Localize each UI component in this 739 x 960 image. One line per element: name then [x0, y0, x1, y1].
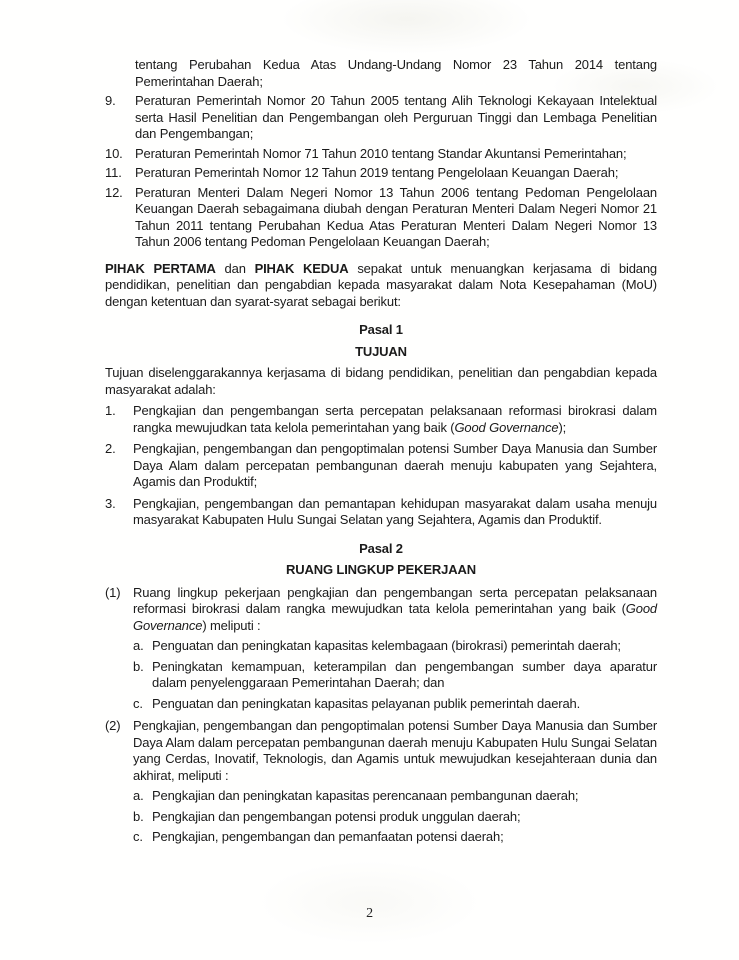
list-text: Pengkajian, pengembangan dan pemantapan kehidupan masyarakat dalam usaha menuju masyarakat Kabupaten Hulu Sungai Selatan yang Sejahtera, Agamis dan Produktif. [133, 495, 657, 527]
document-content [105, 57, 657, 846]
list-text: Peraturan Pemerintah Nomor 12 Tahun 2019 tentang Pengelolaan Keuangan Daerah; [135, 165, 619, 180]
agreement-intro-text: sepakat untuk menuangkan kerjasama di bidang pendidikan, penelitian dan pengabdian kepada masyarakat dalam Nota Kesepahaman (MoU) dengan ketentuan dan syarat-syarat sebagai berikut: [105, 260, 658, 309]
clause-number: (2) [105, 718, 121, 733]
pasal-2-heading: Pasal 2 [359, 540, 403, 556]
pasal-1-item-3 [105, 496, 657, 529]
list-number: 3. [105, 495, 116, 511]
pasal-1-item-2 [105, 441, 657, 491]
subitem-text: Pengkajian, pengembangan dan pemanfaatan potensi daerah; [152, 829, 504, 844]
clause-text: Pengkajian, pengembangan dan pengoptimalan potensi Sumber Daya Manusia dan Sumber Daya Alam dalam percepatan pembangunan daerah menuju Kabupaten Hulu Sungai Selatan yang Cerdas, Inovatif, Teknologis, dan Agamis untuk mewujudkan kesejahteraan dunia dan akhirat, meliputi : [133, 718, 657, 783]
pasal-2-clause-1 [105, 585, 657, 635]
list-text: Peraturan Pemerintah Nomor 71 Tahun 2010 tentang Standar Akuntansi Pemerintahan; [135, 145, 627, 161]
subitem-letter: a. [133, 788, 144, 803]
list-number: 12. [105, 184, 123, 200]
text-segment: ) meliputi : [202, 617, 261, 633]
list-text: Peraturan Menteri Dalam Negeri Nomor 13 Tahun 2006 tentang Pedoman Pengelolaan Keuangan Daerah sebagaimana diubah dengan Peraturan Menteri Dalam Negeri Nomor 21 Tahun 2011 tentang Perubahan Kedua Atas Peraturan Menteri Dalam Negeri Nomor 13 Tahun 2006 tentang Pedoman Pengelolaan Keuangan Daerah; [135, 184, 657, 249]
list-number: 2. [105, 441, 116, 456]
pasal-2-clause-2-subitem-c [133, 829, 657, 846]
subitem-letter: a. [133, 638, 144, 653]
legal-basis-item-10 [105, 146, 657, 163]
list-number: 1. [105, 403, 116, 418]
clause-text [133, 585, 657, 635]
pasal-2-clause-1-subitem-c [133, 696, 657, 713]
pasal-2-clause-2 [105, 718, 657, 784]
agreement-intro-paragraph [105, 261, 657, 311]
pasal-2-clause-1-subitem-a [133, 638, 657, 655]
pasal-1-intro: Tujuan diselenggarakannya kerjasama di bidang pendidikan, penelitian dan pengabdian kepada masyarakat adalah: [105, 365, 657, 397]
subitem-text: Pengkajian dan pengembangan potensi produk unggulan daerah; [152, 808, 521, 824]
pasal-2-clause-1-subitem-b [133, 659, 657, 692]
subitem-text: Peningkatan kemampuan, keterampilan dan pengembangan sumber daya aparatur dalam penyelenggaraan Pemerintahan Daerah; dan [152, 658, 657, 690]
clause-number: (1) [105, 584, 121, 600]
pasal-2-subheading: RUANG LINGKUP PEKERJAAN [286, 562, 476, 577]
list-text [133, 403, 657, 436]
conjunction-text: dan [215, 260, 255, 276]
subitem-text: Penguatan dan peningkatan kapasitas pelayanan publik pemerintah daerah. [152, 695, 581, 711]
pasal-2-clause-2-subitem-b [133, 809, 657, 826]
pasal-1-item-1 [105, 403, 657, 436]
party-first-label: PIHAK PERTAMA [105, 260, 216, 276]
subitem-text: Pengkajian dan peningkatan kapasitas perencanaan pembangunan daerah; [152, 788, 579, 803]
italic-text-segment: Good Governance [133, 601, 657, 633]
list-number: 11. [105, 165, 122, 180]
list-number: 9. [105, 93, 116, 108]
list-text: Peraturan Pemerintah Nomor 20 Tahun 2005 tentang Alih Teknologi Kekayaan Intelektual serta Hasil Penelitian dan Pengembangan oleh Perguruan Tinggi dan Lembaga Penelitian dan Pengembangan; [135, 93, 657, 141]
subitem-letter: b. [133, 808, 144, 824]
page-number: 2 [366, 906, 373, 921]
legal-basis-item-12 [105, 185, 657, 251]
subitem-text: Penguatan dan peningkatan kapasitas kelembagaan (birokrasi) pemerintah daerah; [152, 638, 621, 653]
pasal-1-subheading: TUJUAN [355, 343, 407, 359]
legal-basis-item-9 [105, 93, 657, 143]
legal-basis-item-8-continuation: tentang Perubahan Kedua Atas Undang-Undang Nomor 23 Tahun 2014 tentang Pemerintahan Daerah; [135, 57, 657, 89]
text-segment: ); [558, 419, 567, 435]
subitem-letter: b. [133, 658, 144, 674]
pasal-2-clause-2-subitem-a [133, 788, 657, 805]
text-segment: Pengkajian dan pengembangan serta percepatan pelaksanaan reformasi birokrasi dalam rangka mewujudkan tata kelola pemerintahan yang baik ( [133, 403, 657, 435]
legal-basis-item-11 [105, 165, 657, 182]
party-second-label: PIHAK KEDUA [254, 260, 349, 276]
list-number: 10. [105, 145, 123, 161]
text-segment: Ruang lingkup pekerjaan pengkajian dan pengembangan serta percepatan pelaksanaan reformasi birokrasi dalam rangka mewujudkan tata kelola pemerintahan yang baik ( [133, 584, 657, 616]
italic-text-segment: Good Governance [454, 419, 559, 435]
subitem-letter: c. [133, 829, 143, 844]
subitem-letter: c. [133, 695, 143, 711]
list-text: Pengkajian, pengembangan dan pengoptimalan potensi Sumber Daya Manusia dan Sumber Daya Alam dalam percepatan pembangunan daerah menuju kabupaten yang Sejahtera, Agamis dan Produktif; [133, 441, 657, 489]
pasal-1-heading: Pasal 1 [359, 322, 403, 337]
